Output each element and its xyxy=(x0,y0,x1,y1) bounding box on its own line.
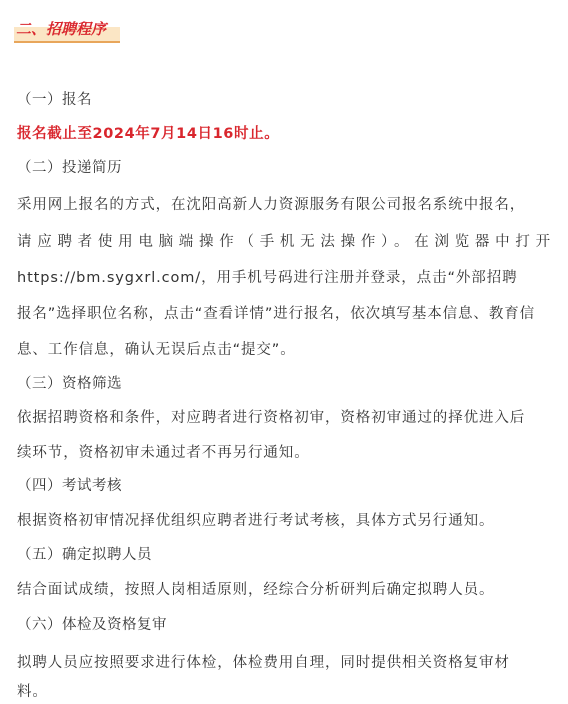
resume-text-line: 请应聘者使用电脑端操作（手机无法操作）。在浏览器中打开 xyxy=(17,234,551,250)
screening-text-line: 续环节，资格初审未通过者不再另行通知。 xyxy=(17,445,310,461)
registration-deadline: 报名截止至2024年7月14日16时止。 xyxy=(17,126,280,142)
step-3-heading: （三）资格筛选 xyxy=(17,376,122,392)
step-1-heading: （一）报名 xyxy=(17,92,92,108)
heading-underline xyxy=(14,41,120,43)
step-5-heading: （五）确定拟聘人员 xyxy=(17,547,152,563)
step-4-heading: （四）考试考核 xyxy=(17,478,122,494)
section-title: 二、招聘程序 xyxy=(16,20,107,38)
selection-text-line: 结合面试成绩，按照人岗相适原则，经综合分析研判后确定拟聘人员。 xyxy=(17,582,495,598)
resume-text-line: 报名”选择职位名称，点击“查看详情”进行报名，依次填写基本信息、教育信 xyxy=(17,306,536,322)
screening-text-line: 依据招聘资格和条件，对应聘者进行资格初审，资格初审通过的择优进入后 xyxy=(17,410,526,426)
section-heading xyxy=(14,17,120,43)
resume-text-line: https://bm.sygxrl.com/，用手机号码进行注册并登录，点击“外部招聘 xyxy=(17,270,518,286)
exam-text-line: 根据资格初审情况择优组织应聘者进行考试考核，具体方式另行通知。 xyxy=(17,513,495,529)
medical-text-line: 料。 xyxy=(17,684,48,700)
step-2-heading: （二）投递简历 xyxy=(17,160,122,176)
step-6-heading: （六）体检及资格复审 xyxy=(17,617,167,633)
resume-text-line: 息、工作信息，确认无误后点击“提交”。 xyxy=(17,342,296,358)
resume-text-line: 采用网上报名的方式，在沈阳高新人力资源服务有限公司报名系统中报名， xyxy=(17,197,526,213)
medical-text-line: 拟聘人员应按照要求进行体检，体检费用自理，同时提供相关资格复审材 xyxy=(17,655,510,671)
